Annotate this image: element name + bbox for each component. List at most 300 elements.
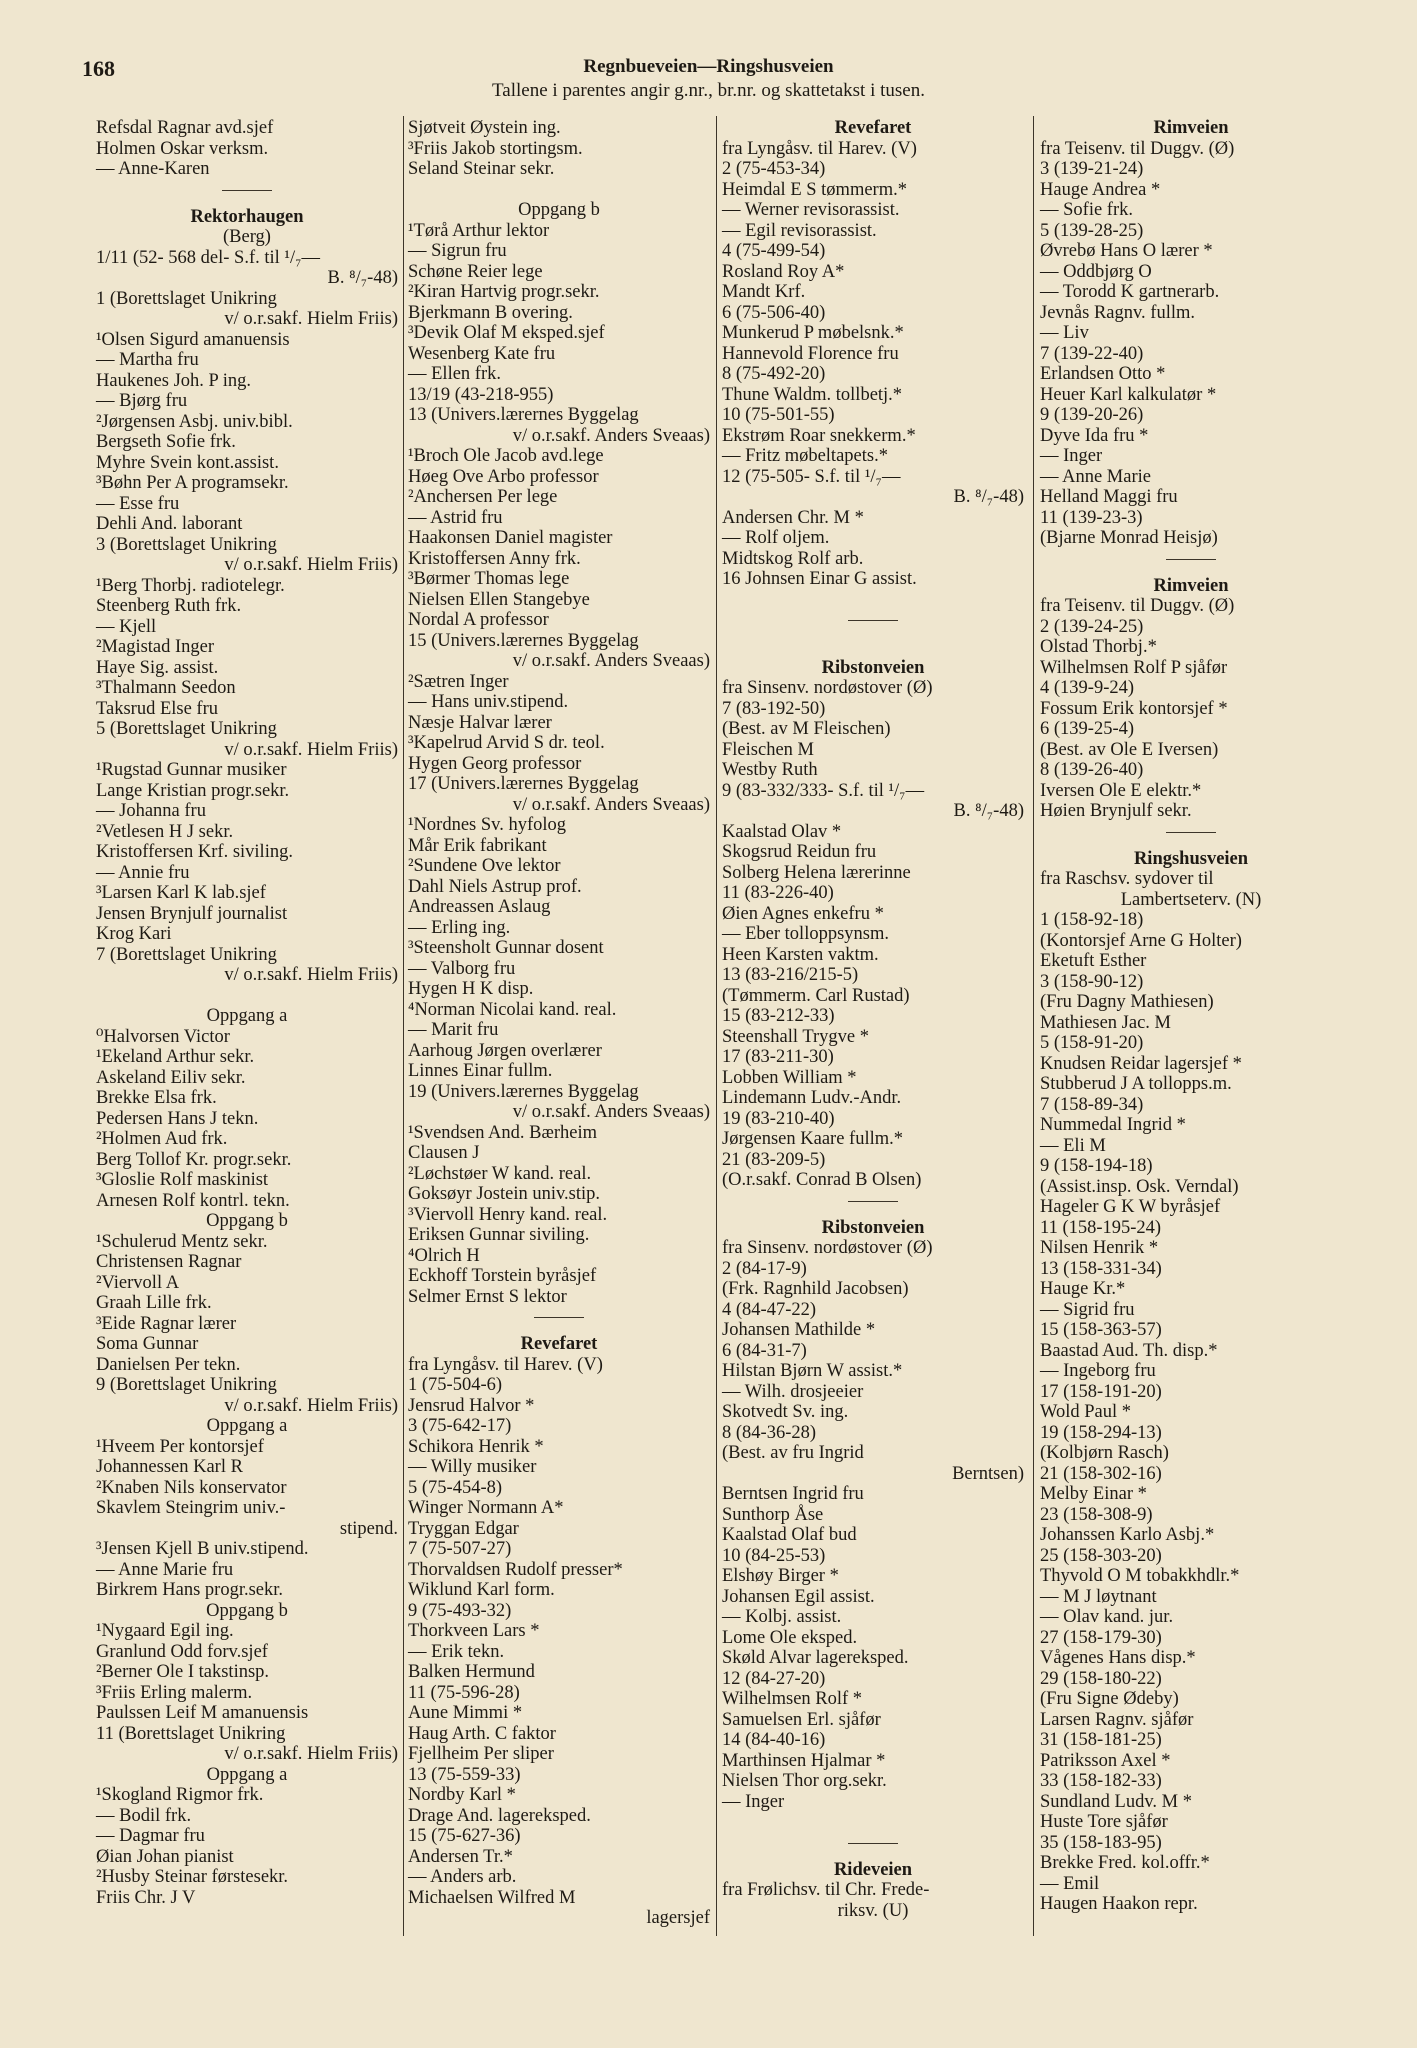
directory-line: — Werner revisorassist. — [722, 200, 900, 220]
directory-line: Wold Paul * — [1040, 1402, 1132, 1422]
directory-line: 13 (75-559-33) — [408, 1764, 521, 1785]
directory-line: 19 (83-210-40) — [722, 1108, 835, 1129]
directory-line: Ekstrøm Roar snekkerm.* — [722, 425, 916, 446]
directory-line: (Assist.insp. Osk. Verndal) — [1040, 1176, 1239, 1197]
directory-line: Selmer Ernst S lektor — [408, 1286, 567, 1307]
directory-line: ³Kapelrud Arvid S dr. teol. — [408, 733, 605, 753]
directory-line: 4 (139-9-24) — [1040, 678, 1135, 698]
directory-line: Erlandsen Otto * — [1040, 364, 1166, 384]
directory-line: ¹Schulerud Mentz sekr. — [96, 1231, 268, 1252]
column-3 — [722, 118, 1024, 1921]
directory-line: ¹Hveem Per kontorsjef — [96, 1436, 264, 1457]
directory-line: Granlund Odd forv.sjef — [96, 1641, 268, 1662]
directory-line: fra Teisenv. til Duggv. (Ø) — [1040, 596, 1235, 616]
directory-line: 21 (158-302-16) — [1040, 1463, 1162, 1484]
directory-line: Hannevold Florence fru — [722, 343, 899, 364]
directory-line: v/ o.r.sakf. Hielm Friis) — [224, 1395, 398, 1416]
directory-line: 3 (75-642-17) — [408, 1416, 512, 1436]
directory-line: (Best. av fru Ingrid — [722, 1443, 864, 1463]
directory-line: Jensrud Halvor * — [408, 1395, 535, 1416]
directory-line: Oppgang a — [206, 1416, 288, 1436]
directory-line: — Martha fru — [96, 350, 199, 370]
directory-line: fra Raschsv. sydover til — [1040, 869, 1214, 889]
directory-line: — Wilh. drosjeeier — [722, 1381, 864, 1402]
directory-line: 8 (139-26-40) — [1040, 760, 1144, 780]
directory-line: Soma Gunnar — [96, 1334, 199, 1354]
directory-line: Heuer Karl kalkulatør * — [1040, 384, 1217, 405]
directory-line: 11 (75-596-28) — [408, 1682, 520, 1703]
directory-line: 31 (158-181-25) — [1040, 1730, 1162, 1750]
directory-line: ⁰Halvorsen Victor — [96, 1026, 230, 1047]
directory-line: v/ o.r.sakf. Anders Sveaas) — [512, 651, 710, 671]
directory-line: fra Sinsenv. nordøstover (Ø) — [722, 678, 933, 698]
directory-line: 10 (84-25-53) — [722, 1545, 826, 1566]
column-1 — [96, 118, 398, 1908]
directory-line: v/ o.r.sakf. Anders Sveaas) — [512, 794, 710, 815]
directory-line: Askeland Eiliv sekr. — [96, 1067, 246, 1088]
directory-line: Brekke Fred. kol.offr.* — [1040, 1853, 1210, 1873]
directory-line: ²Magistad Inger — [96, 637, 215, 657]
directory-line: Helland Maggi fru — [1040, 487, 1178, 507]
directory-line: Andersen Tr.* — [408, 1846, 513, 1867]
directory-line: ¹Nygaard Egil ing. — [96, 1621, 234, 1641]
directory-line: — Inger — [722, 1791, 785, 1812]
directory-line: 29 (158-180-22) — [1040, 1668, 1162, 1689]
directory-line: Øien Agnes enkefru * — [722, 903, 884, 924]
directory-line: Dahl Niels Astrup prof. — [408, 876, 582, 897]
directory-line: 17 (Univers.lærernes Byggelag — [408, 774, 639, 794]
directory-line: (Tømmerm. Carl Rustad) — [722, 985, 910, 1006]
directory-line: Hauge Andrea * — [1040, 179, 1161, 200]
directory-line: 9 (Borettslaget Unikring — [96, 1375, 277, 1395]
directory-line: 7 (158-89-34) — [1040, 1094, 1144, 1115]
directory-line: Nielsen Ellen Stangebye — [408, 589, 590, 610]
directory-line: 5 (139-28-25) — [1040, 220, 1144, 241]
directory-line: Høien Brynjulf sekr. — [1040, 801, 1192, 821]
directory-line: Christensen Ragnar — [96, 1252, 242, 1272]
directory-line: — Sofie frk. — [1040, 200, 1133, 220]
directory-line: 14 (84-40-16) — [722, 1730, 826, 1750]
directory-line: Aune Mimmi * — [408, 1703, 523, 1723]
section-separator — [848, 620, 898, 621]
directory-line: (Frk. Ragnhild Jacobsen) — [722, 1279, 909, 1299]
directory-line: B. ⁸/₇-48) — [953, 801, 1024, 821]
directory-line: v/ o.r.sakf. Anders Sveaas) — [512, 1102, 710, 1122]
directory-line: Nielsen Thor org.sekr. — [722, 1771, 887, 1791]
directory-line: Sundland Ludv. M * — [1040, 1791, 1192, 1812]
directory-line: — Esse fru — [96, 493, 180, 514]
directory-line: v/ o.r.sakf. Hielm Friis) — [224, 1744, 398, 1764]
directory-line: 19 (158-294-13) — [1040, 1422, 1162, 1443]
directory-line: Lindemann Ludv.-Andr. — [722, 1088, 902, 1108]
directory-line: — Oddbjørg O — [1040, 261, 1152, 282]
directory-line: ³Larsen Karl K lab.sjef — [96, 883, 266, 903]
directory-line: Skøld Alvar lagereksped. — [722, 1648, 909, 1668]
directory-line: Wilhelmsen Rolf * — [722, 1689, 863, 1709]
directory-line: (Best. av Ole E Iversen) — [1040, 739, 1219, 760]
street-heading: Ribstonveien — [821, 1217, 925, 1238]
directory-line: 2 (84-17-9) — [722, 1258, 807, 1279]
directory-line: Krog Kari — [96, 924, 172, 944]
directory-line: 1 (75-504-6) — [408, 1375, 503, 1395]
directory-line: 1/11 (52- 568 del- S.f. til ¹/₇— — [96, 247, 321, 268]
directory-line: — Johanna fru — [96, 801, 206, 821]
directory-line: Jensen Brynjulf journalist — [96, 903, 288, 924]
directory-line: 3 (158-90-12) — [1040, 971, 1144, 992]
directory-line: Olstad Thorbj.* — [1040, 637, 1157, 657]
directory-line: Johannessen Karl R — [96, 1457, 243, 1477]
directory-line: riksv. (U) — [837, 1900, 909, 1921]
directory-line: Arnesen Rolf kontrl. tekn. — [96, 1190, 290, 1211]
directory-line: ²Anchersen Per lege — [408, 487, 558, 507]
directory-line: Andreassen Aslaug — [408, 897, 551, 917]
directory-line: Andersen Chr. M * — [722, 507, 864, 528]
directory-line: (Fru Dagny Mathiesen) — [1040, 992, 1214, 1012]
directory-line: — Sigrid fru — [1040, 1299, 1135, 1320]
directory-line: Berg Tollof Kr. progr.sekr. — [96, 1149, 292, 1170]
directory-line: — Astrid fru — [408, 507, 503, 528]
directory-line: ²Kiran Hartvig progr.sekr. — [408, 282, 600, 302]
directory-line: fra Frølichsv. til Chr. Frede- — [722, 1880, 930, 1900]
column-divider — [403, 116, 404, 1936]
directory-line: Larsen Ragnv. sjåfør — [1040, 1709, 1194, 1730]
directory-line: ¹Ekeland Arthur sekr. — [96, 1047, 255, 1067]
directory-line: Mathiesen Jac. M — [1040, 1012, 1172, 1033]
directory-line: Iversen Ole E elektr.* — [1040, 780, 1202, 801]
directory-line: Solberg Helena lærerinne — [722, 862, 911, 883]
directory-line: 9 (158-194-18) — [1040, 1156, 1153, 1176]
directory-line: 11 (Borettslaget Unikring — [96, 1723, 286, 1744]
directory-line: — Olav kand. jur. — [1040, 1607, 1174, 1627]
directory-line: ¹Svendsen And. Bærheim — [408, 1122, 598, 1143]
section-separator — [222, 190, 272, 191]
directory-line: — Kolbj. assist. — [722, 1607, 842, 1627]
directory-line: — Erling ing. — [408, 917, 511, 938]
directory-line: Mandt Krf. — [722, 282, 806, 302]
directory-line: Kristoffersen Krf. siviling. — [96, 842, 293, 862]
directory-line: 2 (75-453-34) — [722, 159, 826, 179]
directory-line: — Eli M — [1040, 1135, 1106, 1156]
directory-line: Johanssen Karlo Asbj.* — [1040, 1525, 1215, 1545]
directory-line: Nordal A professor — [408, 610, 549, 630]
street-heading: Rektorhaugen — [190, 206, 304, 227]
directory-line: Wesenberg Kate fru — [408, 343, 556, 364]
directory-line: 27 (158-179-30) — [1040, 1627, 1162, 1648]
directory-line: Stubberud J A tollopps.m. — [1040, 1074, 1232, 1094]
directory-line: — Marit fru — [408, 1020, 499, 1040]
directory-line: — Ingeborg fru — [1040, 1361, 1156, 1381]
directory-line: 12 (84-27-20) — [722, 1668, 826, 1689]
directory-line: Aarhoug Jørgen overlærer — [408, 1040, 602, 1061]
directory-line: Samuelsen Erl. sjåfør — [722, 1709, 881, 1730]
directory-line: Høeg Ove Arbo professor — [408, 466, 599, 487]
directory-line: — Ellen frk. — [408, 364, 501, 384]
spacer — [96, 986, 398, 1007]
directory-line: — Rolf oljem. — [722, 528, 830, 548]
section-separator — [1166, 832, 1216, 833]
column-2 — [408, 118, 710, 1929]
directory-line: Marthinsen Hjalmar * — [722, 1750, 886, 1771]
directory-line: — Anne-Karen — [96, 159, 210, 179]
directory-line: Dehli And. laborant — [96, 514, 243, 534]
directory-line: — Willy musiker — [408, 1457, 537, 1477]
street-heading: Ringshusveien — [1133, 848, 1249, 869]
street-heading: Ribstonveien — [821, 657, 925, 678]
street-heading: Revefaret — [834, 118, 912, 138]
directory-line: Berntsen) — [952, 1463, 1024, 1484]
directory-line: — Egil revisorassist. — [722, 220, 877, 241]
directory-line: Thorvaldsen Rudolf presser* — [408, 1559, 623, 1580]
directory-line: Fjellheim Per sliper — [408, 1744, 554, 1764]
directory-line: Kristoffersen Anny frk. — [408, 548, 581, 569]
directory-line: Lambertseterv. (N) — [1120, 889, 1262, 910]
page-header — [0, 56, 1417, 102]
directory-line: Seland Steinar sekr. — [408, 159, 555, 179]
directory-line: (Kolbjørn Rasch) — [1040, 1443, 1169, 1463]
directory-line: ¹Berg Thorbj. radiotelegr. — [96, 575, 285, 596]
directory-line: Wilhelmsen Rolf P sjåfør — [1040, 657, 1228, 678]
directory-line: 15 (75-627-36) — [408, 1826, 521, 1846]
directory-line: 11 (139-23-3) — [1040, 507, 1143, 528]
directory-line: Nummedal Ingrid * — [1040, 1115, 1186, 1135]
directory-line: 4 (84-47-22) — [722, 1299, 817, 1320]
directory-line: 7 (75-507-27) — [408, 1539, 512, 1559]
directory-line: Johansen Mathilde * — [722, 1320, 876, 1340]
directory-line: — Hans univ.stipend. — [408, 692, 569, 712]
directory-line: 13/19 (43-218-955) — [408, 384, 554, 405]
directory-line: ²Knaben Nils konservator — [96, 1477, 287, 1498]
directory-line: Jevnås Ragnv. fullm. — [1040, 302, 1196, 323]
directory-line: Kaalstad Olaf bud — [722, 1525, 857, 1545]
directory-line: 25 (158-303-20) — [1040, 1545, 1162, 1566]
directory-line: — Bjørg fru — [96, 391, 188, 411]
directory-line: 5 (Borettslaget Unikring — [96, 719, 277, 739]
directory-line: Fossum Erik kontorsjef * — [1040, 698, 1228, 719]
directory-line: 17 (158-191-20) — [1040, 1381, 1162, 1402]
directory-line: ¹Nordnes Sv. hyfolog — [408, 815, 566, 835]
directory-line: ³Gloslie Rolf maskinist — [96, 1170, 269, 1190]
directory-line: — Bodil frk. — [96, 1805, 192, 1826]
column-divider — [716, 116, 717, 1936]
directory-line: Rosland Roy A* — [722, 261, 845, 282]
directory-line: ⁴Olrich H — [408, 1245, 480, 1266]
directory-line: ¹Tørå Arthur lektor — [408, 220, 550, 241]
directory-line: 21 (83-209-5) — [722, 1149, 826, 1170]
directory-line: Vågenes Hans disp.* — [1040, 1648, 1196, 1668]
directory-line: Refsdal Ragnar avd.sjef — [96, 118, 274, 138]
directory-line: ²Sundene Ove lektor — [408, 856, 561, 876]
directory-line: Haugen Haakon repr. — [1040, 1894, 1198, 1914]
directory-line: ²Jørgensen Asbj. univ.bibl. — [96, 411, 293, 432]
directory-line: Taksrud Else fru — [96, 698, 219, 719]
directory-line: Patriksson Axel * — [1040, 1750, 1171, 1771]
spacer — [722, 637, 1024, 658]
directory-line: Oppgang a — [206, 1764, 288, 1785]
directory-line: 15 (158-363-57) — [1040, 1320, 1162, 1340]
directory-line: — Torodd K gartnerarb. — [1040, 282, 1220, 302]
directory-line: v/ o.r.sakf. Hielm Friis) — [224, 555, 398, 575]
directory-line: Eketuft Esther — [1040, 951, 1147, 971]
directory-line: 6 (139-25-4) — [1040, 719, 1135, 739]
directory-line: 4 (75-499-54) — [722, 241, 826, 261]
directory-line: 5 (75-454-8) — [408, 1477, 503, 1498]
directory-line: — Anne Marie — [1040, 466, 1151, 487]
directory-line: Thorkveen Lars * — [408, 1621, 540, 1641]
directory-line: 8 (84-36-28) — [722, 1422, 817, 1443]
directory-line: ³Eide Ragnar lærer — [96, 1313, 237, 1334]
directory-line: Paulssen Leif M amanuensis — [96, 1703, 309, 1723]
directory-line: v/ o.r.sakf. Hielm Friis) — [224, 739, 398, 760]
directory-line: ³Friis Erling malerm. — [96, 1682, 253, 1703]
directory-line: ²Viervoll A — [96, 1272, 180, 1293]
directory-line: Wiklund Karl form. — [408, 1580, 555, 1600]
directory-line: stipend. — [339, 1518, 398, 1539]
directory-line: 33 (158-182-33) — [1040, 1771, 1162, 1791]
directory-line: — Liv — [1040, 323, 1089, 343]
directory-line: 5 (158-91-20) — [1040, 1033, 1144, 1053]
directory-line: ¹Skogland Rigmor frk. — [96, 1785, 264, 1805]
directory-line: Haakonsen Daniel magister — [408, 528, 613, 548]
directory-line: Mår Erik fabrikant — [408, 835, 547, 856]
street-heading: Rideveien — [833, 1859, 913, 1880]
directory-line: — Emil — [1040, 1873, 1100, 1894]
directory-line: Westby Ruth — [722, 760, 818, 780]
directory-line: Oppgang a — [206, 1006, 288, 1026]
directory-line: Michaelsen Wilfred M — [408, 1887, 576, 1908]
directory-line: 6 (84-31-7) — [722, 1340, 807, 1361]
directory-line: 23 (158-308-9) — [1040, 1504, 1153, 1525]
directory-line: 19 (Univers.lærernes Byggelag — [408, 1081, 639, 1102]
directory-line: (O.r.sakf. Conrad B Olsen) — [722, 1170, 922, 1190]
directory-line: Lome Ole eksped. — [722, 1627, 858, 1648]
directory-line: — Anne Marie fru — [96, 1559, 234, 1580]
directory-line: v/ o.r.sakf. Anders Sveaas) — [512, 425, 710, 446]
directory-line: v/ o.r.sakf. Hielm Friis) — [224, 965, 398, 985]
directory-line: v/ o.r.sakf. Hielm Friis) — [224, 309, 398, 329]
directory-line: Kaalstad Olav * — [722, 821, 842, 842]
directory-line: 11 (83-226-40) — [722, 883, 834, 903]
directory-line: — Eber tolloppsynsm. — [722, 924, 890, 944]
directory-line: Sjøtveit Øystein ing. — [408, 118, 561, 138]
directory-line: — Annie fru — [96, 862, 190, 883]
directory-line: — Erik tekn. — [408, 1641, 505, 1662]
directory-line: fra Teisenv. til Duggv. (Ø) — [1040, 138, 1235, 159]
directory-line: 2 (139-24-25) — [1040, 616, 1144, 637]
directory-line: ¹Rugstad Gunnar musiker — [96, 760, 287, 780]
directory-line: Dyve Ida fru * — [1040, 425, 1149, 446]
directory-line: 7 (139-22-40) — [1040, 343, 1144, 364]
directory-line: Skotvedt Sv. ing. — [722, 1402, 849, 1422]
directory-line: Skavlem Steingrim univ.- — [96, 1498, 286, 1518]
directory-line: ¹Broch Ole Jacob avd.lege — [408, 446, 604, 466]
directory-line: Heimdal E S tømmerm.* — [722, 179, 907, 200]
directory-line: Lange Kristian progr.sekr. — [96, 780, 290, 801]
directory-line: Skogsrud Reidun fru — [722, 842, 877, 862]
directory-line: 8 (75-492-20) — [722, 364, 826, 384]
directory-line: Bjerkmann B overing. — [408, 302, 573, 323]
directory-line: Danielsen Per tekn. — [96, 1354, 241, 1375]
directory-line: Nilsen Henrik * — [1040, 1238, 1159, 1258]
directory-line: Eckhoff Torstein byråsjef — [408, 1266, 597, 1286]
directory-line: Hilstan Bjørn W assist.* — [722, 1361, 903, 1381]
directory-line: 9 (139-20-26) — [1040, 405, 1144, 425]
directory-line: 15 (Univers.lærernes Byggelag — [408, 630, 639, 651]
directory-line: Munkerud P møbelsnk.* — [722, 323, 904, 343]
directory-line: 13 (158-331-34) — [1040, 1258, 1162, 1279]
directory-line: — Fritz møbeltapets.* — [722, 446, 888, 466]
directory-line: Haye Sig. assist. — [96, 657, 219, 678]
directory-line: ³Jensen Kjell B univ.stipend. — [96, 1539, 309, 1559]
directory-line: 3 (139-21-24) — [1040, 159, 1144, 179]
section-separator — [848, 1201, 898, 1202]
directory-line: Øian Johan pianist — [96, 1846, 234, 1867]
directory-line: 16 Johnsen Einar G assist. — [722, 569, 917, 589]
directory-line: 6 (75-506-40) — [722, 302, 826, 323]
directory-line: Baastad Aud. Th. disp.* — [1040, 1340, 1218, 1361]
directory-line: Hygen H K disp. — [408, 979, 534, 999]
directory-line: Balken Hermund — [408, 1662, 535, 1682]
spacer — [408, 180, 710, 201]
directory-line: Haukenes Joh. P ing. — [96, 370, 252, 391]
directory-line: Schøne Reier lege — [408, 261, 543, 282]
directory-line: 13 (Univers.lærernes Byggelag — [408, 405, 639, 425]
directory-line: Næsje Halvar lærer — [408, 712, 552, 733]
directory-line: ⁴Norman Nicolai kand. real. — [408, 999, 617, 1020]
directory-line: Myhre Svein kont.assist. — [96, 452, 279, 473]
directory-line: ¹Olsen Sigurd amanuensis — [96, 329, 290, 350]
directory-line: 7 (Borettslaget Unikring — [96, 944, 277, 965]
directory-line: Steenberg Ruth frk. — [96, 596, 242, 616]
directory-line: Tryggan Edgar — [408, 1518, 519, 1539]
directory-line: ³Bøhn Per A programsekr. — [96, 473, 289, 493]
directory-line: (Berg) — [223, 227, 271, 247]
section-separator — [848, 1843, 898, 1844]
directory-line: ²Berner Ole I takstinsp. — [96, 1662, 270, 1682]
directory-line: 11 (158-195-24) — [1040, 1217, 1162, 1238]
directory-line: — Sigrun fru — [408, 241, 507, 261]
street-heading: Revefaret — [520, 1334, 598, 1354]
directory-line: Drage And. lagereksped. — [408, 1805, 591, 1826]
directory-line: Eriksen Gunnar siviling. — [408, 1225, 590, 1245]
directory-line: Birkrem Hans progr.sekr. — [96, 1580, 284, 1600]
directory-line: B. ⁸/₇-48) — [953, 487, 1024, 507]
directory-line: ³Viervoll Henry kand. real. — [408, 1204, 608, 1225]
directory-line: ²Løchstøer W kand. real. — [408, 1163, 592, 1184]
directory-line: Fleischen M — [722, 739, 814, 760]
directory-line: — Anders arb. — [408, 1867, 517, 1887]
directory-line: Oppgang b — [206, 1211, 288, 1231]
directory-line: 7 (83-192-50) — [722, 698, 826, 719]
directory-line: Steenshall Trygve * — [722, 1026, 869, 1047]
street-heading: Rimveien — [1153, 575, 1229, 596]
directory-line: fra Lyngåsv. til Harev. (V) — [722, 138, 917, 159]
directory-line: Midtskog Rolf arb. — [722, 548, 864, 569]
directory-line: Oppgang b — [518, 200, 600, 220]
page-number: 168 — [82, 56, 115, 81]
directory-line: Hauge Kr.* — [1040, 1279, 1126, 1299]
directory-line: Schikora Henrik * — [408, 1436, 544, 1457]
directory-line: Friis Chr. J V — [96, 1887, 196, 1908]
directory-line: Øvrebø Hans O lærer * — [1040, 241, 1213, 261]
directory-line: Hygen Georg professor — [408, 753, 582, 774]
directory-line: — Dagmar fru — [96, 1826, 205, 1846]
directory-line: Winger Normann A* — [408, 1498, 564, 1518]
directory-line: Thune Waldm. tollbetj.* — [722, 384, 903, 405]
directory-line: Heen Karsten vaktm. — [722, 944, 879, 965]
page-title: Regnbueveien—Ringshusveien — [583, 56, 834, 77]
directory-line: Jørgensen Kaare fullm.* — [722, 1129, 904, 1149]
directory-line: Bergseth Sofie frk. — [96, 432, 236, 452]
